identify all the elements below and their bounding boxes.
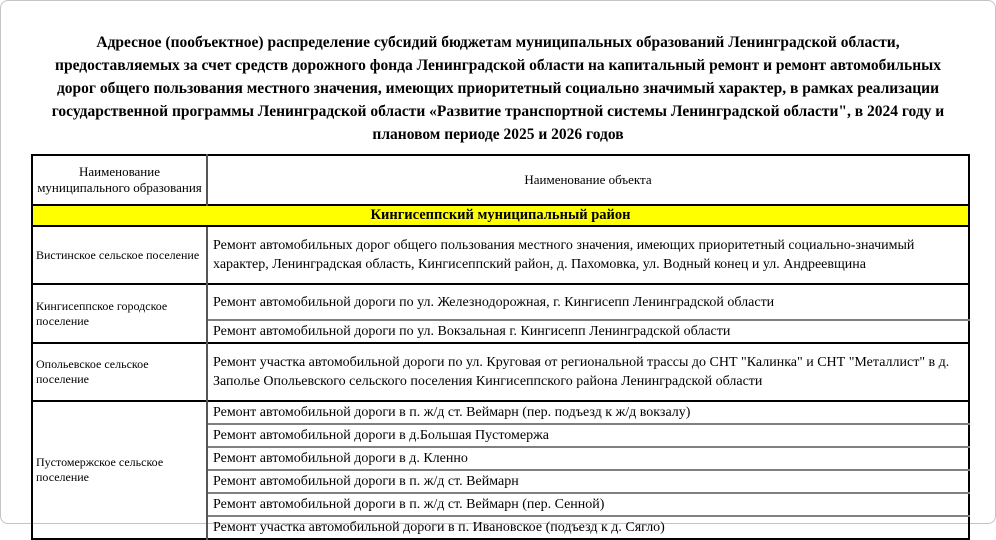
object-cell: Ремонт автомобильной дороги в п. ж/д ст. Веймарн (пер. подъезд к ж/д вокзалу) xyxy=(207,401,969,424)
object-cell: Ремонт автомобильных дорог общего пользования местного значения, имеющих приоритетный социально-значимый характер, Ленинградская область, Кингисеппский район, д. Пахомовка, ул. Водный конец и ул. Андреевщина xyxy=(207,226,969,284)
subsidy-table xyxy=(31,154,970,540)
district-header-row xyxy=(32,205,969,226)
table-row xyxy=(32,343,969,401)
object-cell: Ремонт участка автомобильной дороги по ул. Круговая от региональной трассы до СНТ "Калинка" и СНТ "Металлист" в д. Заполье Опольевского сельского поселения Кингисеппского района Ленинградской области xyxy=(207,343,969,401)
table-row xyxy=(32,284,969,320)
district-header-cell: Кингисеппский муниципальный район xyxy=(32,205,969,226)
table-row xyxy=(32,401,969,424)
municipality-cell: Вистинское сельское поселение xyxy=(32,226,207,284)
column-header-municipality: Наименование муниципального образования xyxy=(37,164,202,195)
municipality-cell: Пустомержское сельское поселение xyxy=(32,401,207,539)
object-cell: Ремонт автомобильной дороги в п. ж/д ст. Веймарн (пер. Сенной) xyxy=(207,493,969,516)
object-cell: Ремонт автомобильной дороги по ул. Железнодорожная, г. Кингисепп Ленинградской области xyxy=(207,284,969,320)
object-cell: Ремонт автомобильной дороги в д.Большая Пустомержа xyxy=(207,424,969,447)
object-cell: Ремонт автомобильной дороги в п. ж/д ст. Веймарн xyxy=(207,470,969,493)
object-cell: Ремонт автомобильной дороги в д. Кленно xyxy=(207,447,969,470)
municipality-cell: Опольевское сельское поселение xyxy=(32,343,207,401)
object-cell: Ремонт автомобильной дороги по ул. Вокзальная г. Кингисепп Ленинградской области xyxy=(207,320,969,343)
municipality-cell: Кингисеппское городское поселение xyxy=(32,284,207,343)
document-title: Адресное (пообъектное) распределение субсидий бюджетам муниципальных образований Ленинградской области, предоставляемых за счет средств дорожного фонда Ленинградской области на капитальный ремонт и ремонт автомобильных дорог общего пользования местного значения, имеющих приоритетный социально значимый характер, в рамках реализации государственной программы Ленинградской области «Развитие транспортной системы Ленинградской области", в 2024 году и плановом периоде 2025 и 2026 годов xyxy=(51,34,945,143)
column-header-object: Наименование объекта xyxy=(207,155,969,205)
table-header-row xyxy=(32,155,969,205)
table-row xyxy=(32,226,969,284)
object-cell: Ремонт участка автомобильной дороги в п. Ивановское (подъезд к д. Сягло) xyxy=(207,516,969,539)
